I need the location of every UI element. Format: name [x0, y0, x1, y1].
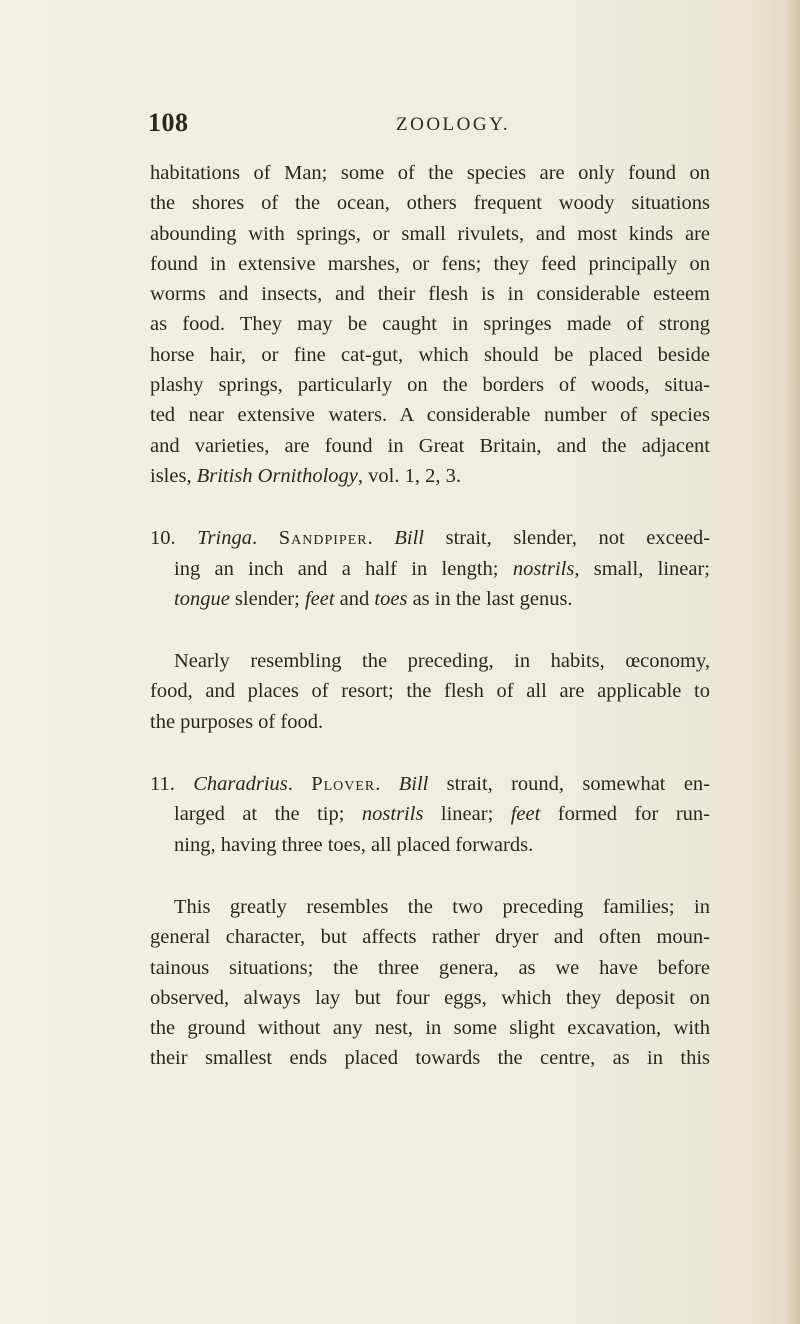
text-fragment: .: [287, 773, 312, 796]
text-line: worms and insects, and their flesh is in considerable esteem: [150, 283, 710, 306]
entry-number: 11.: [150, 773, 194, 796]
text-line: abounding with springs, or small rivulets, and most kinds are: [150, 222, 710, 245]
text-line: [150, 584, 710, 614]
text-fragment: strait, slender, not exceed-: [423, 527, 711, 550]
common-name: Sandpiper: [278, 527, 368, 550]
text-line: ning, having three toes, all placed forwards.: [174, 833, 534, 856]
term-toes: toes: [374, 587, 408, 610]
text-fragment: as in the last genus.: [407, 587, 573, 610]
text-fragment: ing an inch and a half in length;: [174, 557, 513, 580]
text-line: [150, 554, 710, 584]
book-reference: British Ornithology: [196, 464, 358, 487]
body-text: [150, 158, 710, 1074]
page-number: 108: [148, 108, 189, 137]
text-line: [150, 461, 710, 491]
genus-entry-tringa: [150, 523, 710, 614]
text-fragment: strait, round, somewhat en-: [428, 773, 710, 796]
text-line: the shores of the ocean, others frequent woody situations: [150, 192, 710, 215]
text-line: the purposes of food.: [150, 710, 324, 733]
paragraph-charadrius-description: [150, 892, 710, 1074]
text-fragment: .: [251, 527, 279, 550]
text-line: [150, 769, 710, 799]
entry-number: 10.: [150, 527, 198, 550]
text-line: This greatly resembles the two preceding families; in: [174, 895, 710, 918]
text-line: the ground without any nest, in some slight excavation, with: [150, 1017, 710, 1040]
text-line: tainous situations; the three genera, as we have before: [150, 956, 710, 979]
text-line: general character, but affects rather dryer and often moun-: [150, 926, 710, 949]
page-edge-shadow: [786, 0, 800, 1324]
text-line: and varieties, are found in Great Britain, and the adjacent: [150, 434, 710, 457]
paragraph-tringa-description: [150, 646, 710, 737]
text-fragment: formed for run-: [540, 803, 710, 826]
paragraph-gap: [150, 737, 710, 769]
text-line: plashy springs, particularly on the borders of woods, situa-: [150, 374, 710, 397]
term-nostrils: nostrils: [512, 557, 575, 580]
text-line: food, and places of resort; the flesh of all are applicable to: [150, 680, 710, 703]
paragraph-gap: [150, 491, 710, 523]
running-title: ZOOLOGY.: [396, 114, 511, 135]
text-fragment: .: [367, 527, 395, 550]
genus-entry-charadrius: [150, 769, 710, 860]
text-line: [150, 799, 710, 829]
text-line: habitations of Man; some of the species are only found on: [150, 162, 710, 184]
genus-name: Charadrius: [193, 773, 288, 796]
paragraph-gap: [150, 860, 710, 892]
text-fragment: linear;: [423, 803, 511, 826]
text-line: found in extensive marshes, or fens; they feed principally on: [150, 252, 710, 275]
text-fragment: slender;: [229, 587, 305, 610]
text-line: horse hair, or fine cat-gut, which should be placed beside: [150, 343, 710, 366]
text-fragment: isles,: [150, 464, 197, 487]
running-head: [148, 108, 708, 148]
text-line: their smallest ends placed towards the centre, as in this: [150, 1047, 710, 1070]
term-feet: feet: [510, 803, 541, 826]
term-nostrils: nostrils: [361, 803, 424, 826]
text-line: as food. They may be caught in springes made of strong: [150, 313, 710, 336]
term-bill: Bill: [398, 773, 429, 796]
text-fragment: .: [375, 773, 399, 796]
genus-name: Tringa: [197, 527, 252, 550]
paragraph-gap: [150, 614, 710, 646]
text-fragment: larged at the tip;: [174, 803, 362, 826]
text-line: [150, 523, 710, 553]
text-line: observed, always lay but four eggs, which they deposit on: [150, 986, 710, 1009]
term-bill: Bill: [394, 527, 424, 550]
text-fragment: , small, linear;: [574, 557, 710, 580]
text-fragment: , vol. 1, 2, 3.: [357, 464, 461, 487]
text-line: ted near extensive waters. A considerable number of species: [150, 404, 710, 427]
text-line: Nearly resembling the preceding, in habits, œconomy,: [174, 650, 710, 673]
term-tongue: tongue: [174, 587, 230, 610]
common-name: Plover: [311, 773, 376, 796]
paragraph-continuation: [150, 158, 710, 491]
text-fragment: and: [334, 587, 375, 610]
term-feet: feet: [304, 587, 335, 610]
